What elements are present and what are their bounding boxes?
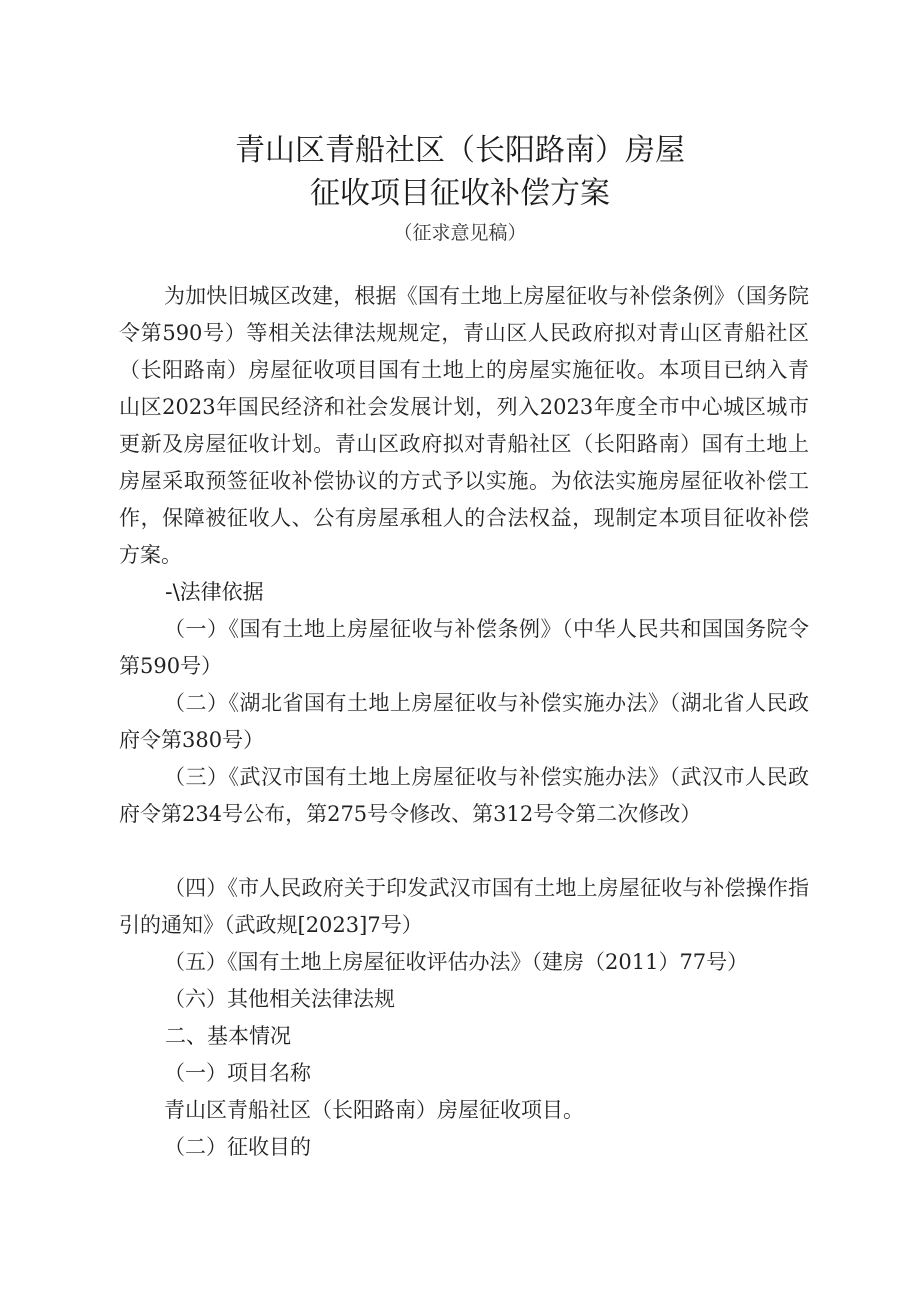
expropriation-purpose-heading: （二）征收目的 bbox=[164, 1135, 311, 1159]
legal-basis-item-5: （五）《国有土地上房屋征收评估办法》（建房（2011）77号） bbox=[164, 950, 749, 974]
document-title-line-2: 征收项目征收补偿方案 bbox=[310, 176, 610, 211]
project-name-text: 青山区青船社区（长阳路南）房屋征收项目。 bbox=[164, 1098, 584, 1122]
legal-basis-item-6: （六）其他相关法律法规 bbox=[164, 987, 395, 1011]
legal-basis-item-4: （四）《市人民政府关于印发武汉市国有土地上房屋征收与补偿操作指引的通知》（武政规[2023]7号） bbox=[119, 876, 809, 937]
document-subtitle: （征求意见稿） bbox=[393, 222, 527, 244]
project-name-heading: （一）项目名称 bbox=[164, 1061, 311, 1085]
section-heading-basic-info: 二、基本情况 bbox=[165, 1024, 291, 1048]
legal-basis-item-3: （三）《武汉市国有土地上房屋征收与补偿实施办法》（武汉市人民政府令第234号公布，第275号令修改、第312号令第二次修改） bbox=[119, 765, 809, 826]
legal-basis-item-2: （二）《湖北省国有土地上房屋征收与补偿实施办法》（湖北省人民政府令第380号） bbox=[119, 691, 809, 752]
section-heading-legal-basis: -\法律依据 bbox=[165, 580, 264, 604]
legal-basis-item-1: （一）《国有土地上房屋征收与补偿条例》（中华人民共和国国务院令第590号） bbox=[119, 617, 809, 678]
intro-paragraph: 为加快旧城区改建，根据《国有土地上房屋征收与补偿条例》（国务院令第590号）等相关法律法规规定，青山区人民政府拟对青山区青船社区（长阳路南）房屋征收项目国有土地上的房屋实施征收。本项目已纳入青山区2023年国民经济和社会发展计划，列入2023年度全市中心城区城市更新及房屋征收计划。青山区政府拟对青船社区（长阳路南）国有土地上房屋采取预签征收补偿协议的方式予以实施。为依法实施房屋征收补偿工作，保障被征收人、公有房屋承租人的合法权益，现制定本项目征收补偿方案。 bbox=[119, 284, 809, 567]
document-title-line-1: 青山区青船社区（长阳路南）房屋 bbox=[235, 133, 685, 168]
